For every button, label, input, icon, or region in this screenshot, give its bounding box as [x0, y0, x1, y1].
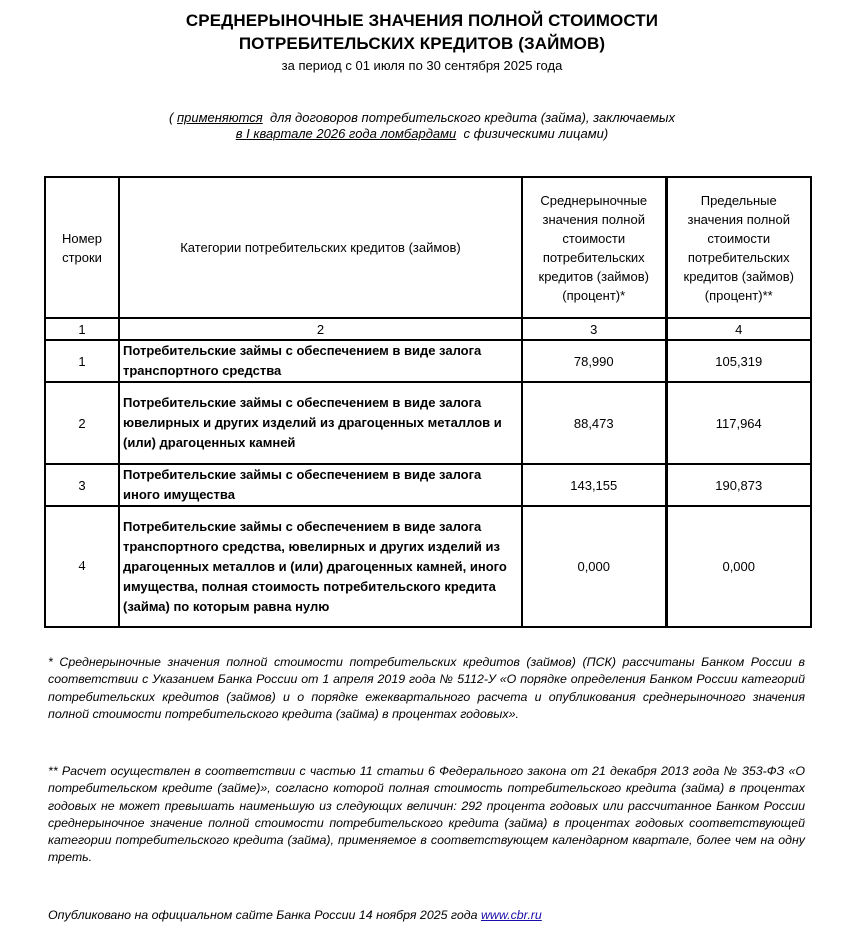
table-row	[45, 340, 811, 382]
row-number: 4	[45, 506, 119, 627]
row-category: Потребительские займы с обеспечением в виде залога транспортного средства	[119, 340, 522, 382]
column-number: 2	[119, 318, 522, 340]
header-category: Категории потребительских кредитов (займов)	[119, 177, 522, 318]
row-limit-value: 117,964	[666, 382, 811, 464]
table-row	[45, 382, 811, 464]
applicability-line-2	[0, 126, 844, 142]
title-line-2: ПОТРЕБИТЕЛЬСКИХ КРЕДИТОВ (ЗАЙМОВ)	[238, 34, 606, 53]
title-line-1: СРЕДНЕРЫНОЧНЫЕ ЗНАЧЕНИЯ ПОЛНОЙ СТОИМОСТИ	[185, 11, 659, 30]
psk-table	[44, 176, 812, 628]
applicability-line-1	[0, 110, 844, 126]
applicability-underlined-1: применяются	[176, 110, 263, 125]
row-category: Потребительские займы с обеспечением в виде залога иного имущества	[119, 464, 522, 506]
document-title	[0, 9, 844, 55]
cbr-website-link[interactable]: www.cbr.ru	[480, 908, 542, 922]
header-row-number: Номер строки	[45, 177, 119, 318]
row-number: 2	[45, 382, 119, 464]
open-paren: (	[169, 110, 174, 125]
table-row	[45, 464, 811, 506]
header-avg-value: Среднерыночные значения полной стоимости потребительских кредитов (займов) (процент)*	[522, 177, 666, 318]
column-number: 4	[666, 318, 811, 340]
applicability-text-1: для договоров потребительского кредита (займа), заключаемых	[262, 110, 675, 125]
column-number-row	[45, 318, 811, 340]
table-row	[45, 506, 811, 627]
column-number: 3	[522, 318, 666, 340]
footnote-avg-values: * Среднерыночные значения полной стоимости потребительских кредитов (займов) (ПСК) рассчитаны Банком России в соответствии с Указанием Банка России от 1 апреля 2019 года № 5112-У «О порядке определения Банком России категорий потребительских кредитов (займов) и о порядке ежеквартального расчета и опубликования среднерыночного значения полной стоимости потребительского кредита (займа) в процентах годовых».	[48, 655, 805, 721]
row-limit-value: 105,319	[666, 340, 811, 382]
applicability-underlined-2: в I квартале 2026 года ломбардами	[235, 126, 457, 141]
row-avg-value: 143,155	[522, 464, 666, 506]
row-limit-value: 190,873	[666, 464, 811, 506]
column-number: 1	[45, 318, 119, 340]
row-avg-value: 78,990	[522, 340, 666, 382]
row-number: 3	[45, 464, 119, 506]
header-limit-value: Предельные значения полной стоимости потребительских кредитов (займов) (процент)**	[666, 177, 811, 318]
publication-note	[48, 907, 542, 923]
table-header-row	[45, 177, 811, 318]
row-category: Потребительские займы с обеспечением в виде залога ювелирных и других изделий из драгоценных металлов и (или) драгоценных камней	[119, 382, 522, 464]
row-limit-value: 0,000	[666, 506, 811, 627]
footnote-limit-values: ** Расчет осуществлен в соответствии с частью 11 статьи 6 Федерального закона от 21 декабря 2013 года № 353-ФЗ «О потребительском кредите (займе)», согласно которой полная стоимость потребительского кредита (займа) в процентах годовых не может превышать наименьшую из следующих величин: 292 процента годовых или рассчитанное Банком России среднерыночное значение полной стоимости потребительского кредита (займа) в процентах годовых соответствующей категории потребительского кредита (займа), применяемое в соответствующем календарном квартале, более чем на одну треть.	[48, 764, 805, 865]
row-avg-value: 0,000	[522, 506, 666, 627]
period-subtitle: за период с 01 июля по 30 сентября 2025 года	[281, 58, 563, 73]
row-avg-value: 88,473	[522, 382, 666, 464]
row-number: 1	[45, 340, 119, 382]
applicability-note	[0, 110, 844, 142]
applicability-text-2: с физическими лицами)	[456, 126, 609, 141]
publication-text: Опубликовано на официальном сайте Банка России 14 ноября 2025 года	[48, 908, 481, 922]
row-category: Потребительские займы с обеспечением в виде залога транспортного средства, ювелирных и других изделий из драгоценных металлов и (или) драгоценных камней, иного имущества, полная стоимость потребительского кредита (займа) по которым равна нулю	[119, 506, 522, 627]
